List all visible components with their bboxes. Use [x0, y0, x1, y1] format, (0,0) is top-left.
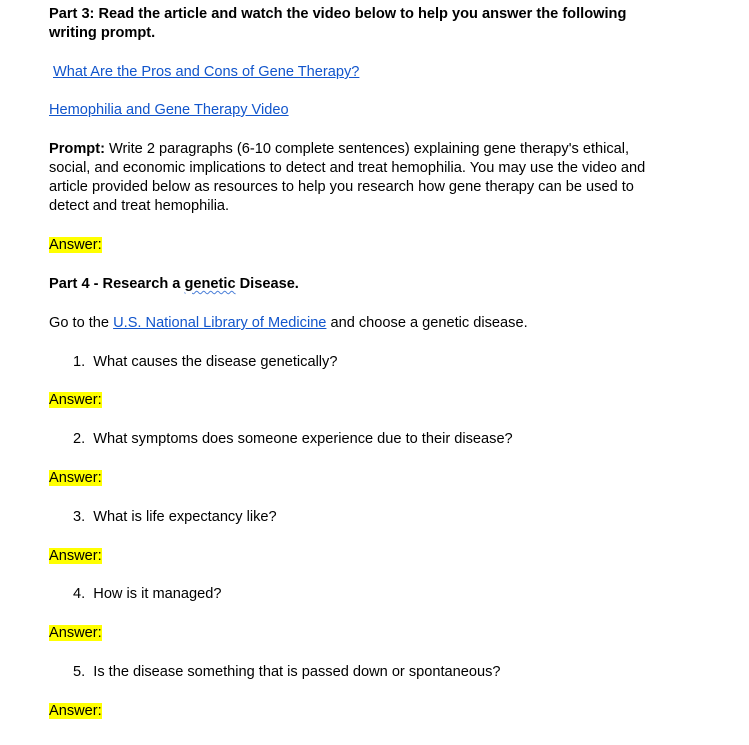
- question-text: What symptoms does someone experience due to their disease?: [93, 431, 513, 447]
- part3-answer-row: [49, 236, 102, 255]
- article-link-row: [53, 63, 359, 82]
- question-number: 1.: [73, 354, 86, 370]
- answer-row: [49, 624, 102, 643]
- prompt-line1: [49, 140, 629, 159]
- answer-label[interactable]: Answer:: [49, 625, 102, 641]
- answer-label[interactable]: Answer:: [49, 548, 102, 564]
- nlm-link[interactable]: U.S. National Library of Medicine: [113, 315, 327, 331]
- question-text: What is life expectancy like?: [93, 509, 277, 525]
- video-link-row: [49, 101, 289, 120]
- part4-heading: [49, 275, 299, 294]
- part4-intro: [49, 314, 528, 333]
- question-text: How is it managed?: [93, 586, 222, 602]
- answer-row: [49, 469, 102, 488]
- question-text: What causes the disease genetically?: [93, 354, 338, 370]
- prompt-line3: article provided below as resources to help you research how gene therapy can be used to: [49, 179, 634, 195]
- part4-heading-word: genetic: [184, 276, 236, 292]
- question-number: 2.: [73, 431, 86, 447]
- prompt-line4: detect and treat hemophilia.: [49, 198, 230, 214]
- answer-row: [49, 702, 102, 721]
- part3-answer-label[interactable]: Answer:: [49, 237, 102, 253]
- answer-row: [49, 391, 102, 410]
- question-number: 4.: [73, 586, 86, 602]
- question-number: 5.: [73, 664, 86, 680]
- part4-heading-pre: Part 4 - Research a: [49, 276, 185, 292]
- part4-intro-post: and choose a genetic disease.: [326, 315, 528, 331]
- article-link[interactable]: What Are the Pros and Cons of Gene Therapy?: [53, 64, 360, 80]
- answer-label[interactable]: Answer:: [49, 703, 102, 719]
- prompt-text-1: Write 2 paragraphs (6-10 complete sentences) explaining gene therapy's ethical,: [104, 141, 630, 157]
- video-link[interactable]: Hemophilia and Gene Therapy Video: [49, 102, 289, 118]
- question-item: [73, 353, 337, 372]
- part4-heading-post: Disease.: [235, 276, 299, 292]
- answer-label[interactable]: Answer:: [49, 392, 102, 408]
- question-item: [73, 508, 277, 527]
- question-number: 3.: [73, 509, 86, 525]
- part3-heading-line2: writing prompt.: [49, 25, 156, 41]
- part4-intro-pre: Go to the: [49, 315, 114, 331]
- prompt-line2: social, and economic implications to detect and treat hemophilia. You may use the video and: [49, 160, 646, 176]
- question-item: [73, 585, 221, 604]
- answer-label[interactable]: Answer:: [49, 470, 102, 486]
- answer-row: [49, 547, 102, 566]
- question-text: Is the disease something that is passed down or spontaneous?: [93, 664, 501, 680]
- prompt-label: Prompt:: [49, 141, 105, 157]
- part3-heading-line1: Part 3: Read the article and watch the video below to help you answer the following: [49, 6, 627, 22]
- question-item: [73, 663, 501, 682]
- question-item: [73, 430, 513, 449]
